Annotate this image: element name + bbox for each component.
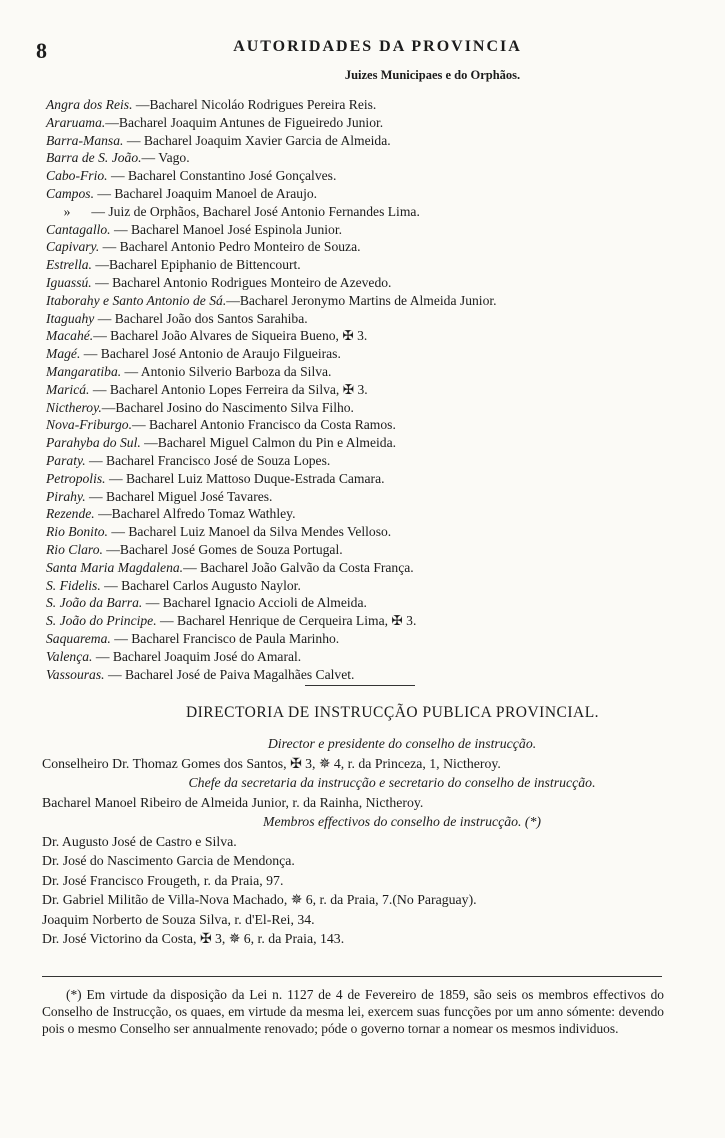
judge-name: — Antonio Silverio Barboza da Silva. [121, 363, 332, 379]
judge-entry [46, 577, 696, 595]
judge-entry [46, 310, 696, 328]
judge-place: Pirahy. [46, 488, 86, 504]
judge-name: — Juiz de Orphãos, Bacharel José Antonio Fernandes Lima. [88, 203, 420, 219]
member-item: Joaquim Norberto de Souza Silva, r. d'El-Rei, 34. [42, 911, 315, 927]
judge-entry [46, 167, 696, 185]
judge-entry [46, 381, 696, 399]
judge-place: Itaguahy [46, 310, 95, 326]
judge-name: — Bacharel Joaquim Xavier Garcia de Almeida. [123, 132, 391, 148]
judge-entry [46, 399, 696, 417]
judge-entry [46, 256, 696, 274]
judge-place: Mangaratiba. [46, 363, 122, 379]
judge-entry [46, 594, 696, 612]
judge-list [46, 96, 696, 683]
judge-entry [46, 149, 696, 167]
judge-place: Cantagallo. [46, 221, 111, 237]
judge-entry [46, 327, 696, 345]
judge-name: — Bacharel Antonio Rodrigues Monteiro de Azevedo. [91, 274, 392, 290]
judge-place: Barra de S. João. [46, 150, 142, 166]
directoria-block [42, 734, 702, 949]
judge-place: Saquarema. [46, 630, 111, 646]
judge-entry [46, 96, 696, 114]
judge-name: — Bacharel Joaquim José do Amaral. [92, 648, 302, 664]
judge-entry [46, 666, 696, 684]
judge-name: — Bacharel Ignacio Accioli de Almeida. [142, 595, 367, 611]
judge-name: — Bacharel Constantino José Gonçalves. [107, 168, 337, 184]
judge-name: — Bacharel Miguel José Tavares. [85, 488, 273, 504]
judge-place: Petropolis. [46, 470, 106, 486]
judge-entry [46, 559, 696, 577]
judge-entry [46, 434, 696, 452]
judge-place: Santa Maria Magdalena. [46, 559, 184, 575]
judge-name: — Bacharel José Antonio de Araujo Filgueiras. [80, 346, 341, 362]
member-item: Dr. Gabriel Militão de Villa-Nova Machado, ✵ 6, r. da Praia, 7.(No Paraguay). [42, 892, 477, 907]
judge-name: — Bacharel Antonio Francisco da Costa Ramos. [131, 417, 396, 433]
judge-name: — Bacharel Luiz Mattoso Duque-Estrada Camara. [105, 470, 385, 486]
member-item: Dr. José Francisco Frougeth, r. da Praia, 97. [42, 872, 284, 888]
judge-place: Capivary. [46, 239, 100, 255]
footnote-rule [42, 976, 662, 977]
judge-place: Nictheroy. [46, 399, 102, 415]
judge-name: — Bacharel Antonio Lopes Ferreira da Silva, ✠ 3. [89, 381, 368, 397]
judge-place: Cabo-Frio. [46, 168, 108, 184]
judge-name: —Bacharel Miguel Calmon du Pin e Almeida. [140, 435, 396, 451]
judge-name: — Bacharel José de Paiva Magalhães Calvet. [104, 666, 355, 682]
judge-entry [46, 292, 696, 310]
judge-place: Itaborahy e Santo Antonio de Sá. [46, 292, 227, 308]
section-title: Juizes Municipaes e do Orphãos. [344, 68, 521, 82]
judge-entry [46, 523, 696, 541]
judge-name: —Bacharel Nicoláo Rodrigues Pereira Reis. [132, 97, 377, 112]
judge-name: — Vago. [141, 150, 190, 166]
judge-place: Campos. [46, 185, 94, 201]
judge-name: — Bacharel João Alvares de Siqueira Bueno, ✠ 3. [93, 328, 368, 344]
director-entry: Conselheiro Dr. Thomaz Gomes dos Santos, ✠ 3, ✵ 4, r. da Princeza, 1, Nictheroy. [42, 755, 501, 771]
judge-entry [46, 541, 696, 559]
member-item: Dr. Augusto José de Castro e Silva. [42, 833, 237, 849]
judge-place: Iguassú. [46, 274, 92, 290]
member-item: Dr. José Victorino da Costa, ✠ 3, ✵ 6, r. da Praia, 143. [42, 931, 345, 946]
judge-place: Macahé. [46, 328, 94, 344]
directoria-title: DIRECTORIA DE INSTRUCÇÃO PUBLICA PROVINCIAL. [185, 704, 600, 721]
judge-place: Paraty. [46, 452, 86, 468]
judge-entry [46, 185, 696, 203]
judge-name: —Bacharel Joaquim Antunes de Figueiredo Junior. [105, 114, 384, 130]
ditto-mark: » [63, 203, 71, 219]
judge-place: Parahyba do Sul. [46, 435, 141, 451]
judge-place: Rio Claro. [46, 541, 103, 557]
judge-place: Magé. [46, 346, 81, 362]
judge-entry [46, 363, 696, 381]
judge-place: S. João da Barra. [46, 595, 143, 611]
judge-name: —Bacharel Alfredo Tomaz Wathley. [94, 506, 296, 522]
judge-entry [46, 221, 696, 239]
judge-name: — Bacharel Luiz Manoel da Silva Mendes Velloso. [107, 524, 392, 540]
director-heading: Director e presidente do conselho de instrucção. [267, 736, 537, 751]
members-heading: Membros effectivos do conselho de instrucção. (*) [262, 814, 542, 829]
judge-name: —Bacharel Josino do Nascimento Silva Filho. [101, 399, 354, 415]
judge-entry [46, 612, 696, 630]
judge-name: — Bacharel João dos Santos Sarahiba. [94, 310, 308, 326]
judge-name: —Bacharel Epiphanio de Bittencourt. [91, 257, 301, 273]
judge-place: Rio Bonito. [46, 524, 108, 540]
judge-name: — Bacharel Francisco de Paula Marinho. [110, 630, 340, 646]
judge-place: Araruama. [46, 114, 106, 130]
judge-name: — Bacharel Manoel José Espinola Junior. [110, 221, 343, 237]
judge-entry [46, 505, 696, 523]
secretary-entry: Bacharel Manoel Ribeiro de Almeida Junior, r. da Rainha, Nictheroy. [42, 794, 424, 810]
judge-entry [46, 114, 696, 132]
judge-name: — Bacharel Henrique de Cerqueira Lima, ✠ 3. [156, 613, 417, 629]
separator-rule [305, 685, 415, 686]
judge-place: Nova-Friburgo. [46, 417, 132, 433]
judge-entry [46, 203, 696, 221]
judge-entry [46, 630, 696, 648]
judge-entry [46, 648, 696, 666]
judge-name: — Bacharel Antonio Pedro Monteiro de Souza. [99, 239, 361, 255]
judge-entry [46, 470, 696, 488]
member-item: Dr. José do Nascimento Garcia de Mendonça. [42, 853, 295, 868]
judge-entry [46, 452, 696, 470]
judge-entry [46, 345, 696, 363]
judge-name: —Bacharel José Gomes de Souza Portugal. [102, 541, 343, 557]
judge-name: — Bacharel João Galvão da Costa França. [183, 559, 414, 575]
judge-name: — Bacharel Joaquim Manoel de Araujo. [93, 185, 318, 201]
judge-entry [46, 488, 696, 506]
judge-place: Maricá. [46, 381, 90, 397]
judge-place: Estrella. [46, 257, 92, 273]
judge-entry [46, 416, 696, 434]
judge-place: Rezende. [46, 506, 95, 522]
footnote: (*) Em virtude da disposição da Lei n. 1127 de 4 de Fevereiro de 1859, são seis os membros effectivos do Conselho de Instrucção, os quaes, em virtude da mesma lei, exercem suas funcções por um anno sómente: devendo pois o mesmo Conselho ser annualmente renovado; póde o governo tornar a nomear os mesmos individuos. [42, 987, 664, 1036]
judge-entry [46, 238, 696, 256]
judge-name: —Bacharel Jeronymo Martins de Almeida Junior. [226, 292, 497, 308]
judge-place: Angra dos Reis. [46, 97, 133, 112]
judge-name: — Bacharel Francisco José de Souza Lopes. [85, 452, 331, 468]
judge-place: Barra-Mansa. [46, 132, 124, 148]
judge-place: S. Fidelis. [46, 577, 101, 593]
judge-place: Vassouras. [46, 666, 105, 682]
page-number: 8 [36, 38, 47, 63]
secretary-heading: Chefe da secretaria da instrucção e secretario do conselho de instrucção. [188, 775, 596, 790]
judge-place: Valença. [46, 648, 93, 664]
running-title: AUTORIDADES DA PROVINCIA [233, 38, 522, 55]
judge-name: — Bacharel Carlos Augusto Naylor. [100, 577, 301, 593]
judge-place: S. João do Principe. [46, 613, 157, 629]
judge-entry [46, 132, 696, 150]
judge-entry [46, 274, 696, 292]
